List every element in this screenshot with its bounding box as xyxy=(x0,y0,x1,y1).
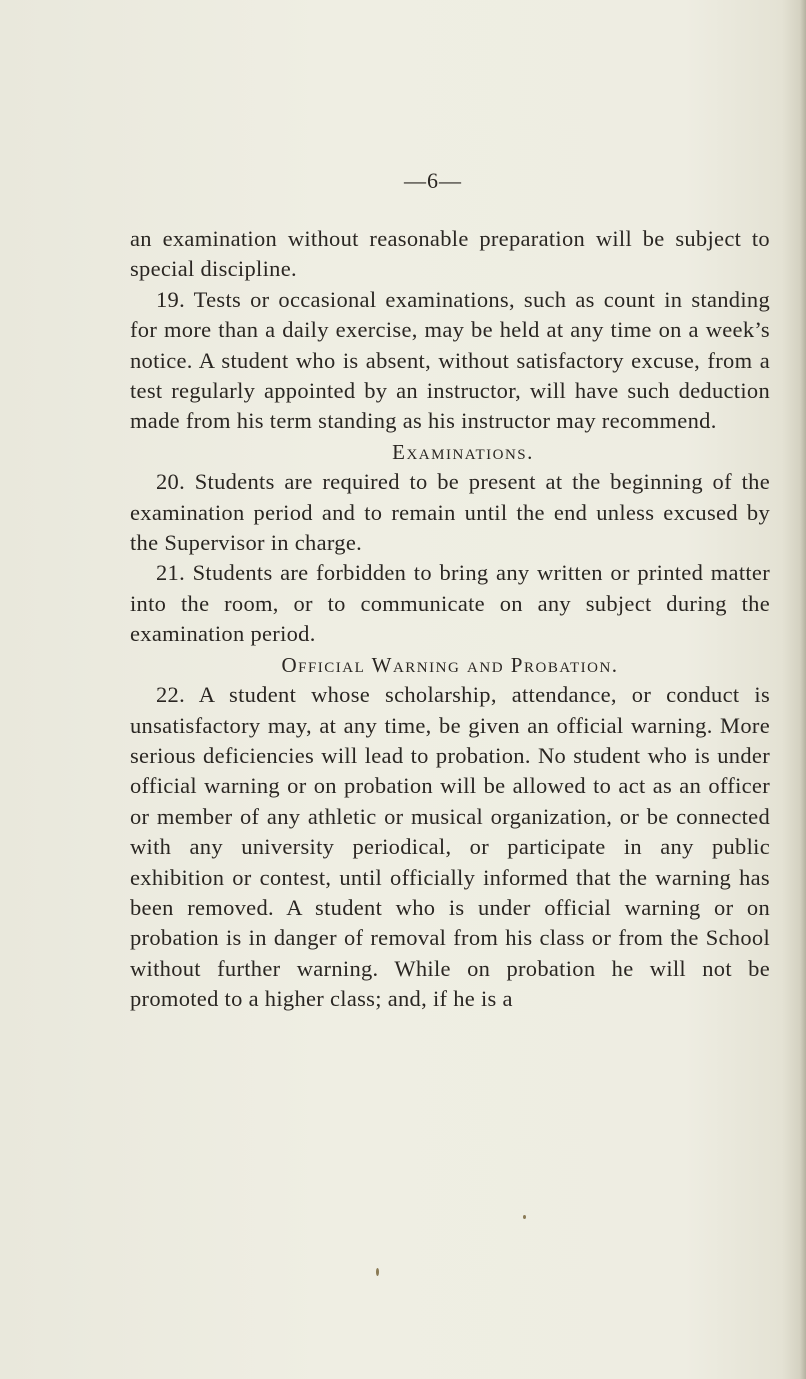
paragraph-21: 21. Students are forbidden to bring any written or printed matter into the room, or to communicate on any subject during the examination period. xyxy=(130,560,770,647)
body-text xyxy=(130,224,770,1015)
page-number: —6— xyxy=(404,168,462,193)
paragraph-18-continued: an examination without reasonable preparation will be subject to special discipline. xyxy=(130,226,770,282)
paper-speck xyxy=(523,1215,526,1219)
page-edge-shadow xyxy=(800,0,806,1379)
paragraph-19: 19. Tests or occasional examinations, such as count in standing for more than a daily exercise, may be held at any time on a week’s notice. A student who is absent, without satisfactory excuse, from a test regularly appointed by an instructor, will have such deduction made from his term standing as his instructor may recommend. xyxy=(130,286,770,434)
paragraph-22: 22. A student whose scholarship, attendance, or conduct is unsatisfactory may, at any time, be given an official warning. More serious deficiencies will lead to probation. No student who is under official warning or on probation will be allowed to act as an officer or member of any athletic or musical organization, or be connected with any university periodical, or participate in any public exhibition or contest, until officially informed that the warning has been removed. A student who is under official warning or on probation is in danger of removal from his class or from the School without further warning. While on probation he will not be promoted to a higher class; and, if he is a xyxy=(130,682,770,1012)
section-heading-examinations: Examinations. xyxy=(392,439,534,464)
section-heading-official-warning: Official Warning and Probation. xyxy=(281,652,619,677)
paragraph-20: 20. Students are required to be present at the beginning of the examination period and to remain until the end unless excused by the Supervisor in charge. xyxy=(130,469,770,556)
paper-speck xyxy=(376,1268,379,1276)
